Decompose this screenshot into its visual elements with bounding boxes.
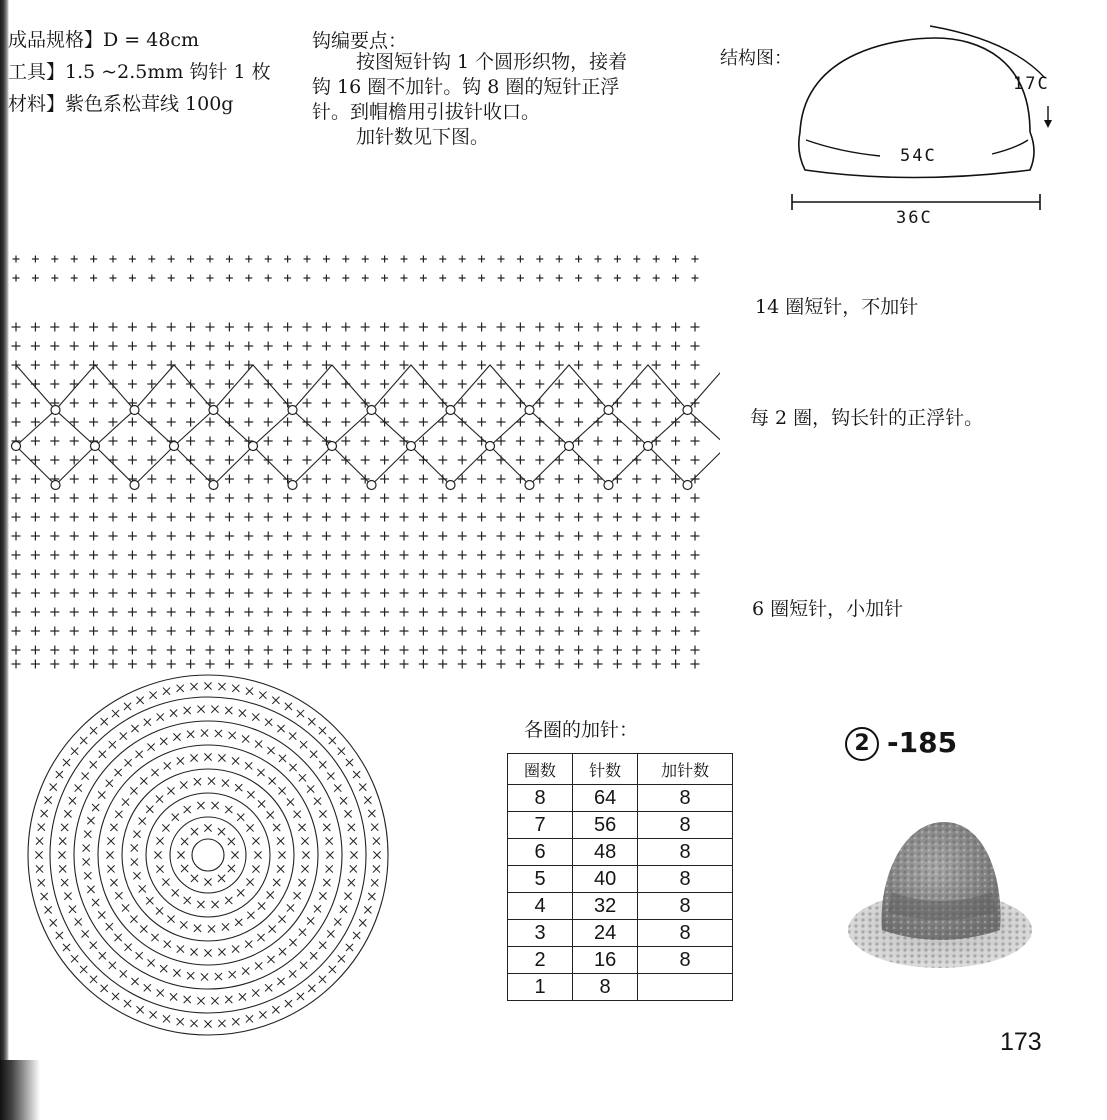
header-stitches: 针数 xyxy=(573,754,638,785)
front-post-node xyxy=(328,442,337,451)
notes-line-2: 钩 16 圈不加针。钩 8 圈的短针正浮 xyxy=(312,76,620,98)
front-post-node xyxy=(683,481,692,490)
front-post-node xyxy=(525,481,534,490)
table-row xyxy=(508,785,733,812)
structure-title: 结构图： xyxy=(720,48,792,69)
round-ring xyxy=(50,697,366,1013)
cell-stitches: 24 xyxy=(573,920,638,947)
table-header-row xyxy=(508,754,733,785)
cell-stitches: 56 xyxy=(573,812,638,839)
front-post-node xyxy=(170,442,179,451)
note-6-rounds: 6 圈短针，小加针 xyxy=(752,598,904,620)
cell-round: 4 xyxy=(508,893,573,920)
front-post-node xyxy=(288,406,297,415)
height-label: 17C xyxy=(1013,74,1050,94)
cell-round: 1 xyxy=(508,974,573,1001)
front-post-node xyxy=(209,406,218,415)
front-post-node xyxy=(644,442,653,451)
circumference-label: 54C xyxy=(900,146,937,166)
cell-increase: 8 xyxy=(638,893,733,920)
round-ring xyxy=(28,675,388,1035)
front-post-node xyxy=(486,442,495,451)
pattern-circle-number: 2 xyxy=(845,727,879,761)
cell-stitches: 16 xyxy=(573,947,638,974)
round-ring xyxy=(192,839,224,871)
cell-increase xyxy=(638,974,733,1001)
front-post-node xyxy=(367,481,376,490)
cell-round: 7 xyxy=(508,812,573,839)
front-post-node xyxy=(209,481,218,490)
width-label: 36C xyxy=(896,208,933,228)
front-post-node xyxy=(525,406,534,415)
front-post-node xyxy=(446,406,455,415)
cell-stitches: 48 xyxy=(573,839,638,866)
front-post-node xyxy=(249,442,258,451)
cell-round: 2 xyxy=(508,947,573,974)
table-row xyxy=(508,839,733,866)
front-post-node xyxy=(91,442,100,451)
round-crown-chart xyxy=(20,670,410,1040)
hat-structure-diagram xyxy=(780,20,1080,220)
hat-crown-texture xyxy=(882,822,1001,940)
page-number: 173 xyxy=(1000,1028,1042,1056)
cell-increase: 8 xyxy=(638,866,733,893)
front-post-node xyxy=(446,481,455,490)
note-14-rounds: 14 圈短针，不加针 xyxy=(755,296,919,318)
table-row xyxy=(508,812,733,839)
book-corner-shadow xyxy=(0,1060,40,1120)
circumference-line-right xyxy=(992,140,1028,154)
pattern-id xyxy=(845,726,957,761)
front-post-node xyxy=(565,442,574,451)
spec-tool: 工具】1.5 ~2.5mm 钩针 1 枚 xyxy=(8,61,271,83)
round-ring xyxy=(74,721,342,989)
cell-round: 5 xyxy=(508,866,573,893)
cell-round: 8 xyxy=(508,785,573,812)
stitch-chart xyxy=(10,245,720,670)
cell-stitches: 64 xyxy=(573,785,638,812)
front-post-node xyxy=(604,406,613,415)
cell-increase: 8 xyxy=(638,785,733,812)
cell-increase: 8 xyxy=(638,947,733,974)
table-row xyxy=(508,920,733,947)
cell-round: 6 xyxy=(508,839,573,866)
front-post-node xyxy=(683,406,692,415)
notes-line-4: 加针数见下图。 xyxy=(356,126,490,148)
height-arrow-head xyxy=(1044,120,1052,128)
cell-increase: 8 xyxy=(638,812,733,839)
front-post-node xyxy=(367,406,376,415)
cell-stitches: 32 xyxy=(573,893,638,920)
front-post-node xyxy=(12,442,21,451)
header-increases: 加针数 xyxy=(638,754,733,785)
notes-title: 钩编要点： xyxy=(312,30,408,52)
front-post-node xyxy=(604,481,613,490)
hat-photo xyxy=(840,810,1040,980)
round-ring xyxy=(122,769,294,941)
hat-crown-outline xyxy=(800,38,1030,132)
height-arc xyxy=(930,26,1045,78)
header-rounds: 圈数 xyxy=(508,754,573,785)
cell-stitches: 8 xyxy=(573,974,638,1001)
spec-size: 成品规格】D = 48cm xyxy=(8,29,200,51)
book-spine-shadow xyxy=(0,0,9,1120)
table-row xyxy=(508,893,733,920)
table-row xyxy=(508,866,733,893)
circumference-line-left xyxy=(806,140,880,156)
increase-table xyxy=(507,753,733,1001)
cell-round: 3 xyxy=(508,920,573,947)
notes-line-1: 按图短针钩 1 个圆形织物，接着 xyxy=(356,51,628,73)
front-post-node xyxy=(51,481,60,490)
increase-table-title: 各圈的加针： xyxy=(524,719,639,741)
pattern-code: -185 xyxy=(887,726,958,759)
table-row xyxy=(508,974,733,1001)
front-post-node xyxy=(51,406,60,415)
notes-body xyxy=(312,50,662,150)
cell-increase: 8 xyxy=(638,920,733,947)
notes-line-3: 针。到帽檐用引拔针收口。 xyxy=(312,101,541,123)
cell-stitches: 40 xyxy=(573,866,638,893)
table-row xyxy=(508,947,733,974)
front-post-node xyxy=(130,481,139,490)
spec-material: 材料】紫色系松茸线 100g xyxy=(8,93,234,115)
front-post-node xyxy=(407,442,416,451)
front-post-node xyxy=(130,406,139,415)
front-post-node xyxy=(288,481,297,490)
round-ring xyxy=(146,793,270,917)
cell-increase: 8 xyxy=(638,839,733,866)
note-front-post: 每 2 圈，钩长针的正浮针。 xyxy=(750,407,984,429)
